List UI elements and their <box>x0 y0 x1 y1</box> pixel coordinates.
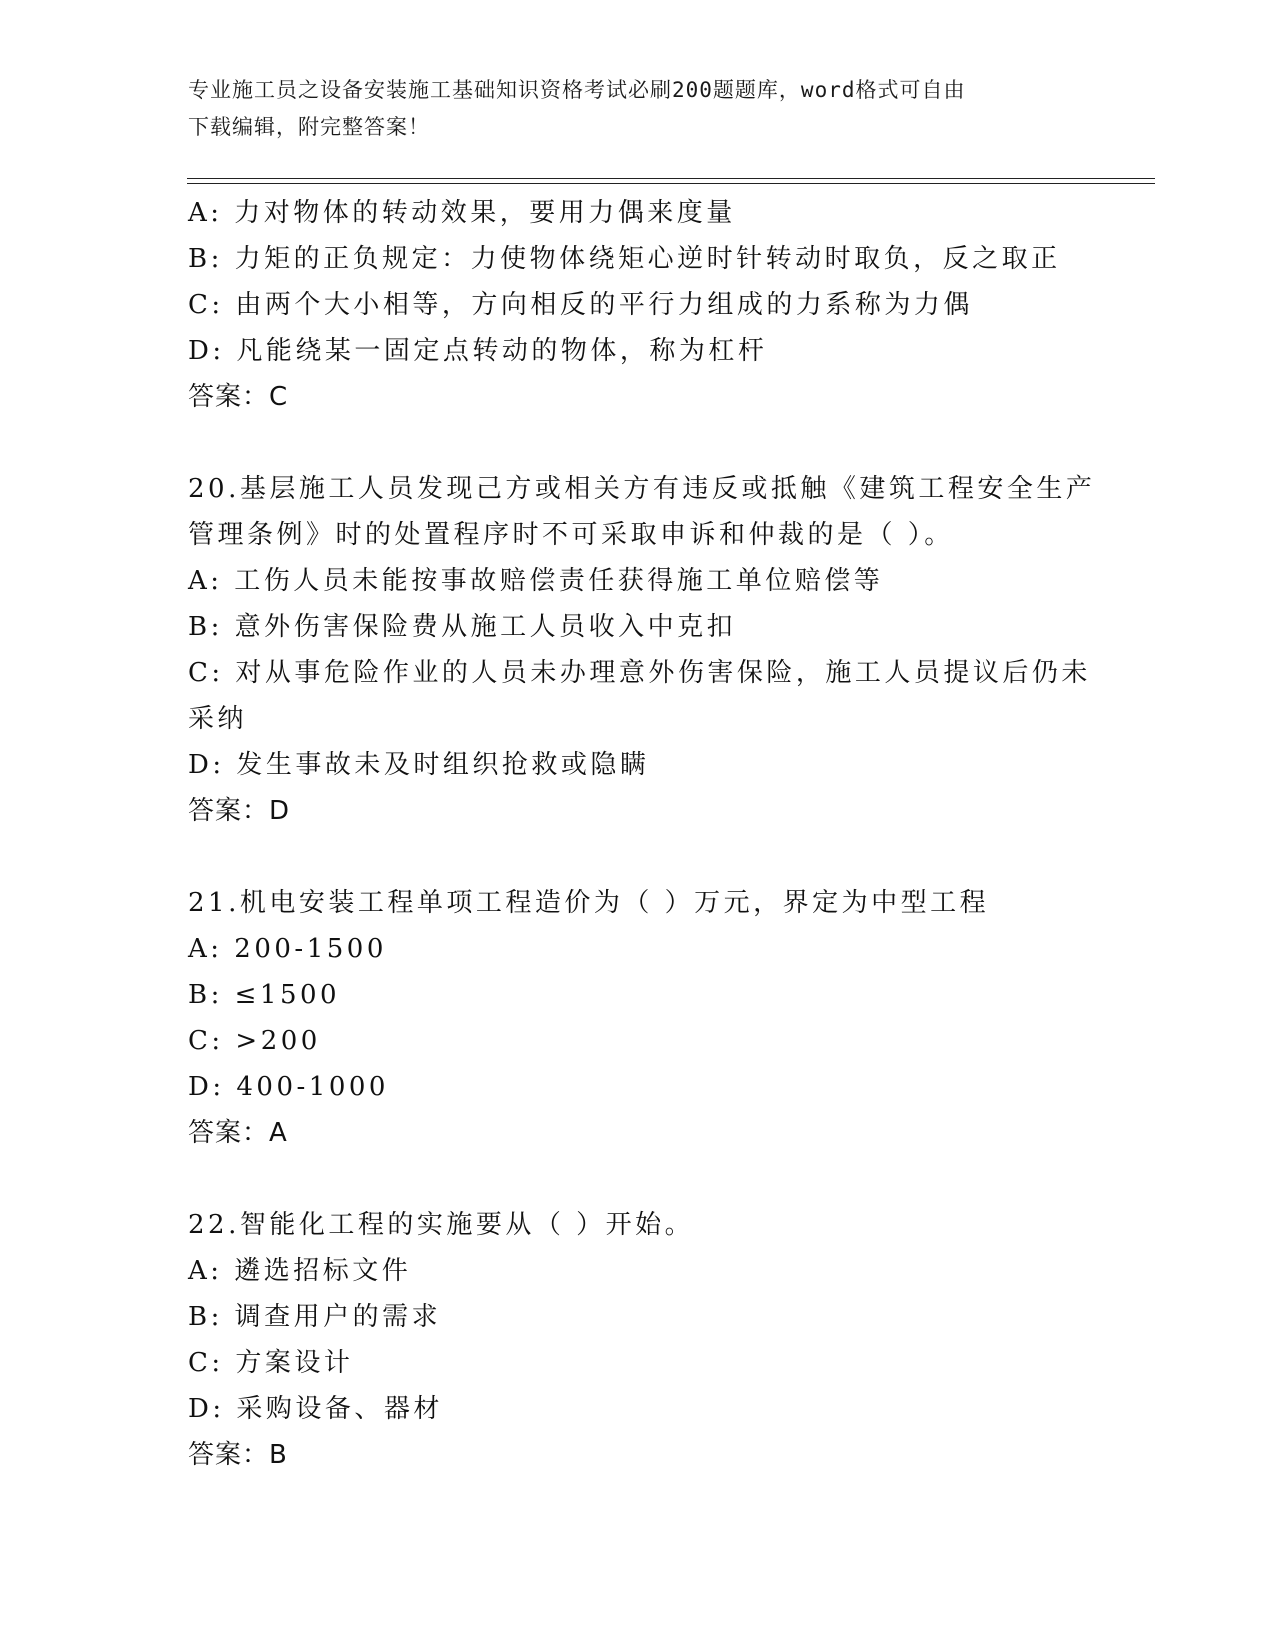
option-a: A: 遴选招标文件 <box>188 1256 412 1286</box>
option-d: D: 凡能绕某一固定点转动的物体，称为杠杆 <box>188 336 768 366</box>
header-divider-bottom <box>187 183 1155 184</box>
spacer <box>188 1156 1088 1202</box>
option-c-line-1: C: 对从事危险作业的人员未办理意外伤害保险，施工人员提议后仍未 <box>188 658 1091 688</box>
spacer <box>188 834 1088 880</box>
spacer <box>188 420 1088 466</box>
document-body <box>188 190 1096 1478</box>
option-c: C: >200 <box>188 1026 321 1056</box>
question-20 <box>188 466 1096 834</box>
header-line-2: 下载编辑，附完整答案！ <box>188 115 430 139</box>
option-b: B: 意外伤害保险费从施工人员收入中克扣 <box>188 612 737 642</box>
answer: 答案：C <box>188 382 289 412</box>
option-a: A: 工伤人员未能按事故赔偿责任获得施工单位赔偿等 <box>188 566 884 596</box>
option-c: C: 方案设计 <box>188 1348 354 1378</box>
answer: 答案：A <box>188 1118 288 1148</box>
option-a: A: 200-1500 <box>188 934 387 964</box>
option-b: B: ≤1500 <box>188 980 341 1010</box>
question-21 <box>188 880 1088 1156</box>
option-c-line-2: 采纳 <box>188 704 248 734</box>
option-b: B: 力矩的正负规定：力使物体绕矩心逆时针转动时取负，反之取正 <box>188 244 1061 274</box>
question-22 <box>188 1202 1088 1478</box>
option-c: C: 由两个大小相等，方向相反的平行力组成的力系称为力偶 <box>188 290 973 320</box>
document-header <box>188 72 1088 146</box>
question-stem: 22.智能化工程的实施要从（ ）开始。 <box>188 1210 695 1240</box>
question-stem-line-1: 20.基层施工人员发现己方或相关方有违反或抵触《建筑工程安全生产 <box>188 474 1096 504</box>
question-stem-line-2: 管理条例》时的处置程序时不可采取申诉和仲裁的是（ ）。 <box>188 520 954 550</box>
question-19 <box>188 190 1088 420</box>
option-d: D: 400-1000 <box>188 1072 389 1102</box>
answer: 答案：B <box>188 1440 288 1470</box>
header-line-1: 专业施工员之设备安装施工基础知识资格考试必刷200题题库，word格式可自由 <box>188 78 966 102</box>
answer: 答案：D <box>188 796 291 826</box>
question-stem: 21.机电安装工程单项工程造价为（ ）万元，界定为中型工程 <box>188 888 990 918</box>
option-b: B: 调查用户的需求 <box>188 1302 442 1332</box>
option-d: D: 采购设备、器材 <box>188 1394 443 1424</box>
option-a: A: 力对物体的转动效果，要用力偶来度量 <box>188 198 736 228</box>
option-d: D: 发生事故未及时组织抢救或隐瞒 <box>188 750 650 780</box>
header-divider-top <box>187 178 1155 179</box>
